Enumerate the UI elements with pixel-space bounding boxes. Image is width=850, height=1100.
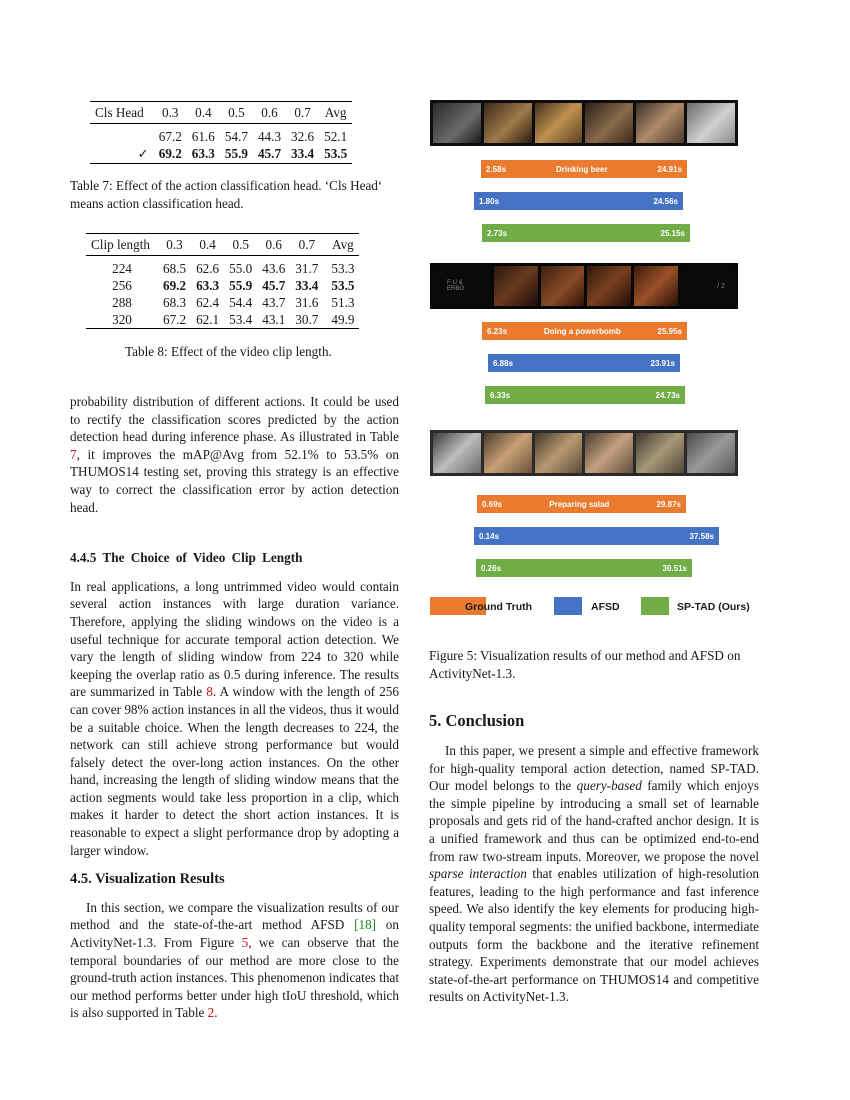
afsd-bar-drinking-beer	[474, 192, 683, 210]
ours-bar-drinking-beer	[482, 224, 690, 242]
t7-r0c2: 61.6	[191, 128, 215, 144]
afsd-start: 6.88s	[493, 358, 514, 368]
t8-r1c6: 53.5	[331, 278, 355, 293]
video-frame-image	[484, 433, 532, 473]
t8-r3c0: 320	[112, 311, 132, 327]
t7-r1c1: 69.2	[158, 146, 182, 162]
t7-r1c0: ✓	[137, 146, 149, 162]
t7-h6: Avg	[324, 104, 347, 120]
t8-r3c4: 43.1	[262, 311, 286, 327]
video-frame-image	[433, 103, 481, 143]
t8-h2: 0.4	[199, 236, 216, 252]
t8-h6: Avg	[332, 236, 354, 252]
figure-5-link[interactable]: 5	[241, 935, 249, 951]
t7-r1c6: 53.5	[324, 146, 348, 162]
action-label: Doing a powerbomb	[543, 326, 621, 336]
ours-end: 25.15s	[660, 228, 685, 238]
para1-text-a: probability distribution of different actions. It could be used to rectify the classification scores predicted by the action detection head during inference phase. As illustrated in Table	[70, 394, 399, 445]
t7-h0: Cls Head	[95, 104, 144, 120]
gt-start: 0.69s	[482, 499, 503, 509]
conclusion-text-a: In this paper, we present a simple and effective framework for high-quality temporal action detection, named SP-TAD. Our model belongs to the	[429, 743, 759, 794]
gt-end: 25.95s	[657, 326, 682, 336]
gt-bar-drinking-beer	[481, 160, 687, 178]
figure-5-caption: Figure 5: Visualization results of our method and AFSD on ActivityNet-1.3.	[429, 648, 741, 681]
t7-r0c5: 32.6	[291, 128, 315, 144]
t8-r1c4: 45.7	[262, 278, 286, 293]
para2-text-a: In real applications, a long untrimmed video would contain several action instances with large duration variance. Therefore, applying the sliding windows on the video is a useful technique for accurate temporal action detection. We vary the length of sliding window from 224 to 320 while keeping the overlap ratio as 0.5 during inference. The results are summarized in Table	[70, 578, 399, 700]
t7-r0c6: 52.1	[324, 128, 348, 144]
ours-start: 2.73s	[487, 228, 508, 238]
video-frame-image	[494, 266, 538, 306]
video-frame-image	[541, 266, 585, 306]
afsd-bar-preparing-salad	[474, 527, 719, 545]
gt-bar-preparing-salad	[477, 495, 686, 513]
t8-r2c0: 288	[112, 295, 132, 310]
paragraph-visualization	[70, 899, 399, 1022]
filmstrip-powerbomb	[430, 263, 738, 309]
t8-r1c2: 63.3	[196, 278, 220, 293]
t8-r1c3: 55.9	[229, 278, 253, 293]
ours-bar-powerbomb	[485, 386, 685, 404]
table-2-link[interactable]: 2	[207, 1005, 215, 1021]
video-frame-image	[587, 266, 631, 306]
t8-r3c3: 53.4	[229, 311, 253, 327]
section-4-4-5-title: 4.4.5 The Choice of Video Clip Length	[70, 550, 303, 566]
video-frame-image	[636, 103, 684, 143]
t7-h4: 0.6	[261, 104, 278, 120]
video-frame-image	[535, 433, 583, 473]
t8-r2c5: 31.6	[295, 295, 319, 310]
para3-text-b: on ActivityNet-1.3. From Figure	[70, 917, 399, 951]
action-label: Drinking beer	[555, 164, 608, 174]
t8-r0c2: 62.6	[196, 260, 220, 276]
t8-h5: 0.7	[298, 236, 316, 252]
video-frame-image	[634, 266, 678, 306]
conclusion-emphasis-query-based: query-based	[576, 778, 642, 794]
conclusion-text-b: family which enjoys the simple pipeline by introducing a small set of learnable proposals and gets rid of the hand-crafted anchor design. It is a unified framework and thus can be optimized end-to-end from raw two-stream inputs. Moreover, we propose the novel	[429, 778, 759, 864]
t7-r0c3: 54.7	[224, 128, 248, 144]
t7-h2: 0.4	[195, 104, 212, 120]
afsd-start: 1.80s	[479, 196, 500, 206]
action-label: Preparing salad	[549, 499, 610, 509]
t7-r1c2: 63.3	[191, 146, 215, 162]
ours-end: 30.51s	[662, 563, 687, 573]
t8-r2c2: 62.4	[196, 295, 220, 310]
legend-swatch-afsd	[554, 597, 582, 615]
table-8-caption: Table 8: Effect of the video clip length.	[125, 344, 332, 359]
t8-r0c0: 224	[112, 260, 132, 276]
afsd-end: 24.56s	[653, 196, 678, 206]
t8-r0c4: 43.6	[262, 260, 286, 276]
afsd-end: 23.91s	[650, 358, 675, 368]
legend-label-ours: SP-TAD (Ours)	[677, 601, 750, 613]
t8-r1c0: 256	[112, 278, 132, 293]
t8-r3c2: 62.1	[196, 311, 220, 327]
video-frame-image	[636, 433, 684, 473]
citation-18-link[interactable]: [18]	[354, 917, 377, 933]
para3-text-c: , we can observe that the temporal boundaries of our method are more close to the ground-truth action instances. This phenomenon indicates that our method performs better under high tIoU threshold, which is also supported in Table	[70, 935, 399, 1021]
video-frame-image	[585, 433, 633, 473]
para3-text-a: In this section, we compare the visualization results of our method and the state-of-the-art method AFSD	[70, 899, 399, 933]
legend-label-afsd: AFSD	[591, 601, 620, 613]
ours-bar-preparing-salad	[476, 559, 692, 577]
ours-start: 0.26s	[481, 563, 502, 573]
t8-r1c5: 33.4	[295, 278, 319, 293]
afsd-bar-powerbomb	[488, 354, 680, 372]
t8-r3c6: 49.9	[331, 311, 355, 327]
afsd-start: 0.14s	[479, 531, 500, 541]
conclusion-text-c: that enables utilization of high-resolution features, leading to the high performance and fast inference speed. We also identify the key elements for producing high-quality temporal segments: the unified backbone, intermediate outputs form the backbone and the iterative refinement strategy. Experiments demonstrate that our model achieves state-of-the-art performance on THUMOS14 and competitive results on ActivityNet-1.3.	[429, 866, 760, 1005]
t8-h1: 0.3	[166, 236, 183, 252]
video-frame-image	[433, 266, 491, 306]
filmstrip-drinking-beer	[430, 100, 738, 146]
ours-end: 24.73s	[655, 390, 680, 400]
legend-swatch-ours	[641, 597, 669, 615]
t8-h0: Clip length	[91, 236, 150, 252]
conclusion-title: 5. Conclusion	[429, 711, 525, 730]
t7-h1: 0.3	[162, 104, 179, 120]
t8-h4: 0.6	[265, 236, 282, 252]
t8-r3c5: 30.7	[295, 311, 319, 327]
table-8-link[interactable]: 8	[206, 684, 213, 700]
conclusion-paragraph	[429, 742, 759, 1006]
video-frame-image	[687, 433, 735, 473]
t8-r0c5: 31.7	[295, 260, 319, 276]
video-frame-image	[687, 103, 735, 143]
t8-r1c1: 69.2	[162, 278, 187, 293]
video-frame-image	[535, 103, 583, 143]
gt-end: 24.91s	[657, 164, 682, 174]
filmstrip-preparing-salad	[430, 430, 738, 476]
conclusion-emphasis-sparse-interaction: sparse interaction	[429, 866, 527, 882]
video-frame-image	[681, 266, 735, 306]
t8-h3: 0.5	[232, 236, 249, 252]
table-7-caption: Table 7: Effect of the action classification head. ‘Cls Head‘ means action classification head.	[70, 178, 383, 211]
legend-label-ground-truth: Ground Truth	[465, 601, 533, 613]
table-7-link[interactable]: 7	[70, 446, 77, 462]
section-4-5-title: 4.5. Visualization Results	[70, 871, 225, 888]
para3-text-d: .	[214, 1005, 218, 1021]
t7-h3: 0.5	[228, 104, 245, 120]
t8-r2c4: 43.7	[262, 295, 286, 310]
t7-h5: 0.7	[294, 104, 311, 120]
gt-start: 2.58s	[486, 164, 507, 174]
t7-r0c4: 44.3	[257, 128, 282, 144]
gt-start: 6.23s	[487, 326, 508, 336]
gt-end: 29.87s	[656, 499, 681, 509]
t8-r0c6: 53.3	[331, 260, 355, 276]
t7-r1c5: 33.4	[291, 146, 315, 162]
t7-r0c1: 67.2	[158, 128, 182, 144]
t7-r1c4: 45.7	[257, 146, 282, 162]
video-frame-image	[484, 103, 532, 143]
t7-r1c3: 55.9	[224, 146, 248, 162]
t8-r0c3: 55.0	[229, 260, 253, 276]
afsd-end: 37.58s	[689, 531, 714, 541]
gt-bar-powerbomb	[482, 322, 687, 340]
para1-text-b: , it improves the mAP@Avg from 52.1% to 53.5% on THUMOS14 testing set, proving this strategy is an effective way to correct the classification error by action detection head.	[70, 446, 399, 515]
para2-text-b: . A window with the length of 256 can cover 98% action instances in all the videos, thus it would be a suitable choice. When the length decreases to 224, the network can still achieve strong performance but would falsely detect the over-long action instances. On the other hand, increasing the length of sliding window means that the action segments would take less proportion in a clip, which makes it harder to detect the short action instances. It is reasonable to expect a slight performance drop by adopting a larger window.	[70, 684, 399, 858]
video-frame-image	[585, 103, 633, 143]
t8-r3c1: 67.2	[162, 311, 187, 327]
t8-r0c1: 68.5	[162, 260, 187, 276]
t8-r2c1: 68.3	[162, 295, 187, 310]
ours-start: 6.33s	[490, 390, 511, 400]
video-frame-image	[433, 433, 481, 473]
video-overlay-text: / 2	[717, 282, 725, 290]
t8-r2c6: 51.3	[331, 295, 355, 310]
t8-r2c3: 54.4	[229, 295, 253, 310]
video-overlay-text: F-U & ERBO	[447, 280, 465, 292]
